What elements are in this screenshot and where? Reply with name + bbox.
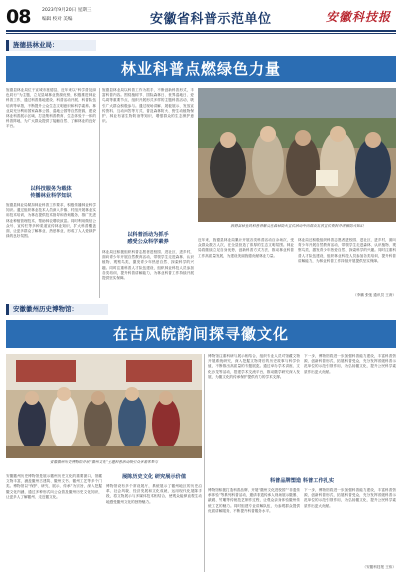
newspaper-logo: 安徽科技报 [326, 10, 392, 24]
article-body: 旌德县林业局位于宣城市旌德县，近年来以“科学普及绿色同行”为主题，立足县域林业资源优势，积极推进林业科普工作，通过科普基地建设、科普活动开展、科普队伍培育等举措，不断提升公众生态文明意识和科学素养。林业局充分利用国家森林公园、湿地公园等自然资源，建设林业科普展示区域，打造集科普教育、生态体验于一体的科普阵地，为广大群众提供了接触自然、了解林业的良好平台。 [6, 88, 96, 129]
article-photo [198, 88, 396, 222]
article-subhead: 科普品牌塑造 科普工作扎实 [269, 478, 335, 484]
editor-credits: 编辑 校对 美编 [42, 17, 73, 22]
column-divider [99, 88, 100, 298]
article-byline: （安徽科技报 王伟） [362, 565, 396, 569]
article-subhead: 以科普活动为抓手 感受公众科学素养 [127, 232, 169, 245]
page-title: 安徽省科普示范单位 [150, 12, 272, 27]
photo-caption: 安徽徽州历史博物馆开展“徽州文化”主题科普活动吸引众多游客参与 [50, 460, 158, 464]
article-body: 安徽徽州历史博物馆是展示徽州历史文化的重要窗口，馆藏文物丰富，涵盖徽州古建筑、徽州文书、徽州工艺等多个门类。博物馆以“保护、研究、展示、传承”为宗旨，深入挖掘徽文化内涵，通过多种形式向公众普及徽州历史文化知识，让更多人了解徽州、走近徽文化。 [6, 474, 102, 499]
article-body: 旌德县林业局以科普工作为抓手，不断创新科普形式，丰富科普内容。围绕植树节、国际森林日、世界湿地日、爱鸟周等重要节点，组织开展形式多样的主题科普活动，吸引广大群众积极参与。通过现场讲解、展板展示、发放宣传资料、互动问答等方式，普及森林防火、野生动植物保护、林业有害生物防治等知识，增强群众的生态保护意识。 [102, 88, 194, 124]
article-body: 旌德县林业局紧扣林业科普工作要求，积极传播林业科学知识。通过组织林业技术人员深入乡镇、村组开展林业实用技术培训，为林农提供技术指导和咨询服务，推广先进林业种植管理技术，帮助林农增收致富。同时利用微信公众号、宣传栏等多种渠道宣传林业知识，扩大科普覆盖面，让更多群众了解林业、热爱林业，形成了人人爱绿护绿的良好氛围。 [6, 203, 96, 239]
photo-caption: 旌德县林业局科普讲解员在森林防火宣传活动中向群众发放宣传资料并讲解防火知识 [230, 224, 364, 228]
article-body: 近年来，旌德县林业局累计开展各类科普活动百余场次，受众群众数万人次，在全县营造了浓厚的生态文明氛围。林业局将继续立足自身优势，创新科普方式方法，推动林业科普工作高质量发展，为建设美丽旌德贡献林业力量。 [198, 238, 294, 258]
header-rule [6, 30, 396, 32]
article-body: 博物馆设有多个常设展厅，系统展示了徽州地区的历史沿革、社会风貌、经济发展和文化成就，运用现代化展陈手段，将文物展示与多媒体技术相结合，使观众能够直观生动地感受徽州文化的独特魅力。 [106, 484, 202, 504]
page-number: 08 [6, 6, 31, 28]
article-body: 博物馆注重科研与展示相结合，组织专业人员对馆藏文物开展系统研究，深入挖掘文物背后的历史故事与科学价值，不断推出高质量的专题展览。通过举办学术讲座、文化沙龙等活动，搭建学术交流平台，推动徽学研究深入发展，为徽文化的传承保护提供有力的学术支撑。 [208, 354, 300, 379]
article-subhead: 展陈历史文化 研究展示价值 [121, 474, 187, 480]
article-subhead: 以科技服务为载体 传播林业科学知识 [30, 186, 72, 199]
article-body: 下一步，博物馆将进一步加强科普能力建设，丰富科普资源，创新科普形式，拓展科普受众，充分发挥省级科普示范单位的示范引领作用，为弘扬徽文化、提升公民科学素质作出更大贡献。 [304, 354, 396, 374]
article-body: 林业局还积极组织科普志愿者进校园、进社区、进乡村，面向青少年开展自然教育活动，带领学生走进森林、认识植物、观察鸟类，激发青少年热爱自然、探索科学的兴趣。同时注重科普人才队伍建设，组织林业科技人员参加各类培训，提升科普讲解能力，为林业科普工作持续开展提供坚实保障。 [298, 238, 396, 263]
column-divider [204, 354, 205, 572]
article-body: 博物馆积极打造科普品牌，开展“徽州文化进校园”“非遗传承体验”等系列科普活动，邀请非遗传承人现场展示徽墨、歙砚、竹雕等传统技艺制作过程，让观众亲身体验徽州传统工艺的魅力。同时组建专业讲解队伍，为参观群众提供优质讲解服务，不断提升科普服务水平。 [208, 488, 300, 513]
article-body: 下一步，博物馆将进一步加强科普能力建设，丰富科普资源，创新科普形式，拓展科普受众，充分发挥省级科普示范单位的示范引领作用，为弘扬徽文化、提升公民科学素质作出更大贡献。 [304, 488, 396, 508]
article-photo [6, 354, 202, 458]
article-headline: 林业科普点燃绿色力量 [6, 56, 396, 82]
article-byline: （李鹏 张弛 通讯员 王涛） [353, 293, 396, 297]
article-body: 林业局还积极组织科普志愿者进校园、进社区、进乡村，面向青少年开展自然教育活动，带领学生走进森林、认识植物、观察鸟类，激发青少年热爱自然、探索科学的兴趣。同时注重科普人才队伍建设，组织林业科技人员参加各类培训，提升科普讲解能力，为林业科普工作持续开展提供坚实保障。 [102, 250, 194, 281]
article-headline: 在古风皖韵间探寻徽文化 [6, 320, 396, 348]
issue-date: 2023年9月20日 星期三 [42, 8, 92, 13]
header-rule-thin [6, 33, 396, 34]
section-tag: 旌德县林业局： [6, 40, 96, 51]
section-tag: 安徽徽州历史博物馆： [6, 304, 108, 315]
